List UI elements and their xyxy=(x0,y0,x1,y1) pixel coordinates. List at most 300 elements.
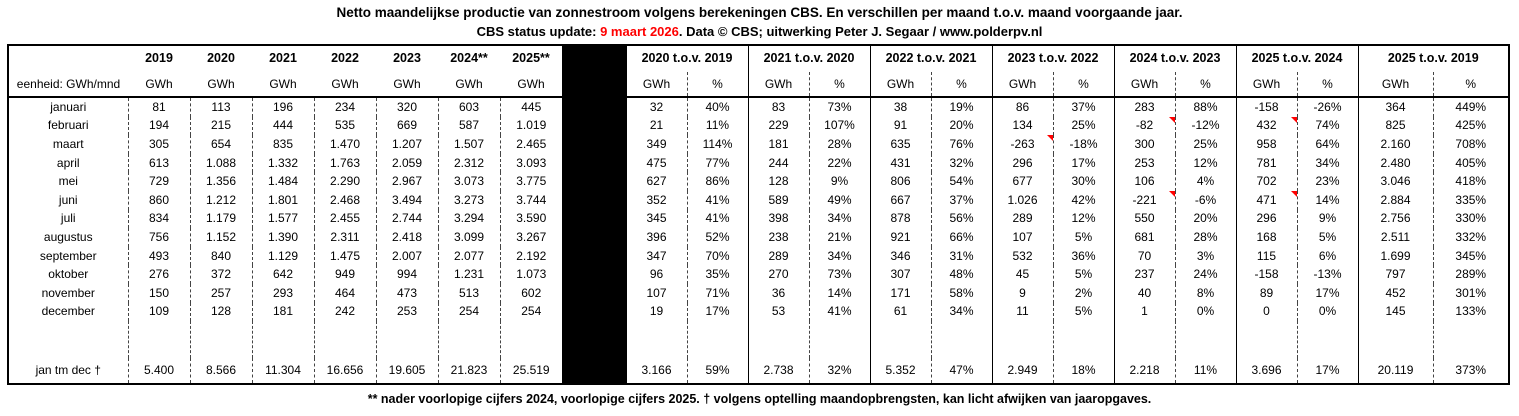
diff-gwh-cell: 253 xyxy=(1114,154,1175,173)
table-row xyxy=(8,154,1509,173)
diff-gwh-cell: 921 xyxy=(870,228,931,247)
value-cell: 2.077 xyxy=(438,247,500,266)
diff-pct-cell: 335% xyxy=(1433,191,1509,210)
diff-gwh-unit-header: GWh xyxy=(626,72,687,97)
value-cell: 1.356 xyxy=(190,172,252,191)
year-header: 2022 xyxy=(331,51,359,66)
value-cell: 587 xyxy=(438,117,500,136)
value-cell: 5.400 xyxy=(128,358,190,384)
diff-gwh-cell: 1.026 xyxy=(992,191,1053,210)
diff-gwh-cell: 91 xyxy=(870,117,931,136)
value-cell: 2.465 xyxy=(500,135,562,154)
diff-pct-cell: 2% xyxy=(1053,284,1114,303)
separator-block xyxy=(562,303,626,322)
value-cell: 8.566 xyxy=(190,358,252,384)
diff-gwh-cell: 128 xyxy=(748,172,809,191)
separator-block xyxy=(562,97,626,117)
month-label: november xyxy=(41,285,95,300)
value-cell: 254 xyxy=(500,303,562,322)
subtitle-prefix: CBS status update: xyxy=(476,24,601,39)
page-subtitle xyxy=(0,21,1519,39)
diff-gwh-cell: 681 xyxy=(1114,228,1175,247)
diff-gwh-cell: 86 xyxy=(992,97,1053,117)
diff-pct-cell: 48% xyxy=(931,265,992,284)
diff-gwh-cell: 677 xyxy=(992,172,1053,191)
year-header: 2023 xyxy=(393,51,421,66)
table-row xyxy=(8,117,1509,136)
value-cell: 642 xyxy=(252,265,314,284)
value-cell: 276 xyxy=(128,265,190,284)
status-date: 9 maart 2026 xyxy=(600,24,679,39)
diff-gwh-cell: 878 xyxy=(870,210,931,229)
diff-pct-cell: 40% xyxy=(687,97,748,117)
diff-gwh-cell: -82 xyxy=(1114,117,1175,136)
value-cell: 2.290 xyxy=(314,172,376,191)
diff-gwh-cell: 296 xyxy=(1236,210,1297,229)
value-cell: 1.763 xyxy=(314,154,376,173)
month-label: oktober xyxy=(48,267,89,282)
value-cell: 729 xyxy=(128,172,190,191)
diff-pct-cell: 59% xyxy=(687,358,748,384)
value-cell: 3.099 xyxy=(438,228,500,247)
diff-gwh-cell: 702 xyxy=(1236,172,1297,191)
month-label: december xyxy=(41,304,95,319)
diff-pct-cell: 0% xyxy=(1297,303,1358,322)
diff-gwh-cell xyxy=(748,321,809,358)
diff-gwh-cell: 11 xyxy=(992,303,1053,322)
diff-gwh-cell: 825 xyxy=(1358,117,1433,136)
diff-pct-cell: 32% xyxy=(931,154,992,173)
diff-gwh-cell xyxy=(992,321,1053,358)
value-cell: 1.088 xyxy=(190,154,252,173)
diff-pct-cell: 34% xyxy=(1297,154,1358,173)
diff-pct-cell: 73% xyxy=(809,97,870,117)
diff-gwh-cell: 550 xyxy=(1114,210,1175,229)
separator-block xyxy=(562,358,626,384)
value-cell: 2.418 xyxy=(376,228,438,247)
value-cell: 1.129 xyxy=(252,247,314,266)
value-cell: 1.470 xyxy=(314,135,376,154)
year-header: 2025** xyxy=(512,51,550,66)
diff-pct-cell: 18% xyxy=(1053,358,1114,384)
diff-gwh-cell: 532 xyxy=(992,247,1053,266)
diff-group-header: 2024 t.o.v. 2023 xyxy=(1114,45,1236,72)
diff-gwh-cell: 475 xyxy=(626,154,687,173)
value-cell: 994 xyxy=(376,265,438,284)
diff-gwh-cell: 145 xyxy=(1358,303,1433,322)
value-cell: 1.801 xyxy=(252,191,314,210)
year-header: 2019 xyxy=(145,51,173,66)
value-cell: 257 xyxy=(190,284,252,303)
value-cell: 835 xyxy=(252,135,314,154)
diff-pct-cell: 418% xyxy=(1433,172,1509,191)
value-cell: 320 xyxy=(376,97,438,117)
diff-pct-cell: 12% xyxy=(1175,154,1236,173)
diff-pct-cell xyxy=(1297,321,1358,358)
value-cell: 150 xyxy=(128,284,190,303)
diff-pct-cell: 41% xyxy=(809,303,870,322)
diff-pct-cell: 88% xyxy=(1175,97,1236,117)
diff-gwh-cell: 107 xyxy=(992,228,1053,247)
value-cell: 242 xyxy=(314,303,376,322)
diff-gwh-cell: 2.756 xyxy=(1358,210,1433,229)
value-cell: 3.744 xyxy=(500,191,562,210)
value-cell: 16.656 xyxy=(314,358,376,384)
diff-gwh-cell: 83 xyxy=(748,97,809,117)
value-cell: 444 xyxy=(252,117,314,136)
diff-gwh-cell: 238 xyxy=(748,228,809,247)
diff-gwh-cell: 797 xyxy=(1358,265,1433,284)
diff-gwh-unit-header: GWh xyxy=(748,72,809,97)
diff-gwh-cell: 346 xyxy=(870,247,931,266)
value-cell: 613 xyxy=(128,154,190,173)
value-cell: 1.484 xyxy=(252,172,314,191)
diff-pct-cell: 36% xyxy=(1053,247,1114,266)
diff-gwh-cell xyxy=(1114,321,1175,358)
diff-gwh-cell: 61 xyxy=(870,303,931,322)
diff-pct-cell: 66% xyxy=(931,228,992,247)
diff-gwh-cell: -263 xyxy=(992,135,1053,154)
year-header: 2024** xyxy=(450,51,488,66)
value-cell: 2.192 xyxy=(500,247,562,266)
diff-gwh-cell: 2.511 xyxy=(1358,228,1433,247)
footnote: ** nader voorlopige cijfers 2024, voorlopige cijfers 2025. † volgens optelling maandopbrengsten, kan licht afwijken van jaaropgaves. xyxy=(367,392,1152,407)
corner-cell xyxy=(8,45,128,72)
value-cell: 194 xyxy=(128,117,190,136)
value-cell: 128 xyxy=(190,303,252,322)
separator-block xyxy=(562,45,626,72)
comment-marker-icon xyxy=(1291,117,1297,123)
diff-pct-cell: 73% xyxy=(809,265,870,284)
diff-pct-unit-header: % xyxy=(1175,72,1236,97)
diff-gwh-cell xyxy=(1358,321,1433,358)
diff-pct-cell: 17% xyxy=(1297,284,1358,303)
table-row xyxy=(8,265,1509,284)
diff-pct-cell: 289% xyxy=(1433,265,1509,284)
value-cell: 1.152 xyxy=(190,228,252,247)
value-cell: 1.507 xyxy=(438,135,500,154)
value-cell: 3.273 xyxy=(438,191,500,210)
diff-pct-cell xyxy=(1175,321,1236,358)
table-body xyxy=(8,97,1509,384)
value-cell: 2.967 xyxy=(376,172,438,191)
value-cell: 2.455 xyxy=(314,210,376,229)
year-header: 2020 xyxy=(207,51,235,66)
diff-pct-cell: 449% xyxy=(1433,97,1509,117)
value-cell: 2.311 xyxy=(314,228,376,247)
month-label: februari xyxy=(47,118,89,133)
diff-gwh-cell: -158 xyxy=(1236,97,1297,117)
diff-gwh-cell: 2.480 xyxy=(1358,154,1433,173)
diff-gwh-cell: 106 xyxy=(1114,172,1175,191)
diff-gwh-cell: 431 xyxy=(870,154,931,173)
value-cell: 756 xyxy=(128,228,190,247)
diff-pct-cell: 25% xyxy=(1053,117,1114,136)
value-cell: 293 xyxy=(252,284,314,303)
diff-group-header: 2021 t.o.v. 2020 xyxy=(748,45,870,72)
diff-gwh-cell: 3.166 xyxy=(626,358,687,384)
month-label: augustus xyxy=(43,229,93,244)
diff-pct-unit-header: % xyxy=(1297,72,1358,97)
table-row xyxy=(8,247,1509,266)
diff-gwh-cell: 352 xyxy=(626,191,687,210)
value-cell: 3.073 xyxy=(438,172,500,191)
table-row xyxy=(8,358,1509,384)
value-cell xyxy=(252,321,314,358)
value-cell: 2.059 xyxy=(376,154,438,173)
year-unit-header: GWh xyxy=(190,72,252,97)
year-unit-header: GWh xyxy=(376,72,438,97)
diff-gwh-cell: 229 xyxy=(748,117,809,136)
separator-block xyxy=(562,284,626,303)
value-cell: 602 xyxy=(500,284,562,303)
year-unit-header: GWh xyxy=(128,72,190,97)
diff-pct-cell xyxy=(809,321,870,358)
diff-gwh-cell: 3.046 xyxy=(1358,172,1433,191)
diff-pct-cell: 9% xyxy=(809,172,870,191)
diff-gwh-cell: 115 xyxy=(1236,247,1297,266)
diff-gwh-cell: 96 xyxy=(626,265,687,284)
diff-gwh-cell: 2.160 xyxy=(1358,135,1433,154)
diff-pct-cell: 14% xyxy=(1297,191,1358,210)
table-row xyxy=(8,191,1509,210)
table-row xyxy=(8,284,1509,303)
value-cell xyxy=(500,321,562,358)
diff-pct-cell: 332% xyxy=(1433,228,1509,247)
value-cell: 305 xyxy=(128,135,190,154)
year-header: 2021 xyxy=(269,51,297,66)
diff-gwh-cell: 38 xyxy=(870,97,931,117)
diff-gwh-cell: -221 xyxy=(1114,191,1175,210)
month-label: jan tm dec † xyxy=(35,363,101,378)
diff-gwh-cell: 347 xyxy=(626,247,687,266)
diff-pct-cell: 24% xyxy=(1175,265,1236,284)
diff-gwh-cell: 53 xyxy=(748,303,809,322)
separator-block xyxy=(562,191,626,210)
diff-pct-cell: 5% xyxy=(1053,228,1114,247)
production-table xyxy=(7,44,1510,385)
value-cell: 21.823 xyxy=(438,358,500,384)
diff-gwh-cell: 3.696 xyxy=(1236,358,1297,384)
separator-block xyxy=(562,117,626,136)
table-row xyxy=(8,303,1509,322)
month-label: juli xyxy=(60,211,76,226)
value-cell: 493 xyxy=(128,247,190,266)
diff-gwh-unit-header: GWh xyxy=(1114,72,1175,97)
value-cell: 215 xyxy=(190,117,252,136)
diff-gwh-cell xyxy=(870,321,931,358)
diff-pct-cell: 19% xyxy=(931,97,992,117)
diff-gwh-cell: 244 xyxy=(748,154,809,173)
month-label: april xyxy=(56,155,80,170)
diff-pct-cell xyxy=(687,321,748,358)
diff-pct-cell: 17% xyxy=(1053,154,1114,173)
diff-pct-cell: -26% xyxy=(1297,97,1358,117)
diff-pct-cell: 133% xyxy=(1433,303,1509,322)
subtitle-suffix: . Data © CBS; uitwerking Peter J. Segaar / www.polderpv.nl xyxy=(678,24,1043,39)
value-cell: 669 xyxy=(376,117,438,136)
value-cell: 949 xyxy=(314,265,376,284)
value-cell: 2.744 xyxy=(376,210,438,229)
diff-gwh-cell: 667 xyxy=(870,191,931,210)
diff-gwh-cell: 2.884 xyxy=(1358,191,1433,210)
diff-group-header: 2022 t.o.v. 2021 xyxy=(870,45,992,72)
year-unit-header: GWh xyxy=(252,72,314,97)
value-cell: 181 xyxy=(252,303,314,322)
diff-pct-unit-header: % xyxy=(931,72,992,97)
diff-gwh-cell: 432 xyxy=(1236,117,1297,136)
diff-gwh-cell: 471 xyxy=(1236,191,1297,210)
diff-gwh-cell: 345 xyxy=(626,210,687,229)
diff-pct-cell: 14% xyxy=(809,284,870,303)
table-row xyxy=(8,97,1509,117)
diff-gwh-cell: 1.699 xyxy=(1358,247,1433,266)
diff-pct-cell: 22% xyxy=(809,154,870,173)
year-unit-header: GWh xyxy=(500,72,562,97)
value-cell: 234 xyxy=(314,97,376,117)
diff-pct-cell: 11% xyxy=(687,117,748,136)
diff-gwh-cell: 283 xyxy=(1114,97,1175,117)
diff-pct-cell: 17% xyxy=(687,303,748,322)
diff-pct-cell: 77% xyxy=(687,154,748,173)
value-cell: 1.577 xyxy=(252,210,314,229)
value-cell: 2.468 xyxy=(314,191,376,210)
diff-pct-cell xyxy=(931,321,992,358)
month-label: juni xyxy=(58,192,78,207)
diff-pct-cell: 5% xyxy=(1053,303,1114,322)
table-row xyxy=(8,172,1509,191)
diff-pct-cell: 5% xyxy=(1053,265,1114,284)
separator-block xyxy=(562,265,626,284)
diff-pct-unit-header: % xyxy=(687,72,748,97)
diff-gwh-cell: 20.119 xyxy=(1358,358,1433,384)
comment-marker-icon xyxy=(1047,135,1053,141)
diff-gwh-cell: 9 xyxy=(992,284,1053,303)
separator-block xyxy=(562,154,626,173)
diff-gwh-cell: 396 xyxy=(626,228,687,247)
value-cell: 1.019 xyxy=(500,117,562,136)
value-cell: 1.073 xyxy=(500,265,562,284)
diff-gwh-cell: 0 xyxy=(1236,303,1297,322)
month-label: maart xyxy=(52,136,84,151)
diff-gwh-unit-header: GWh xyxy=(1236,72,1297,97)
diff-pct-cell: 42% xyxy=(1053,191,1114,210)
diff-pct-cell: 345% xyxy=(1433,247,1509,266)
diff-pct-cell: 3% xyxy=(1175,247,1236,266)
value-cell: 372 xyxy=(190,265,252,284)
value-cell xyxy=(190,321,252,358)
table-row xyxy=(8,321,1509,358)
comment-marker-icon xyxy=(1169,191,1175,197)
diff-gwh-cell: 289 xyxy=(748,247,809,266)
diff-pct-cell: 74% xyxy=(1297,117,1358,136)
separator-block xyxy=(562,321,626,358)
value-cell: 445 xyxy=(500,97,562,117)
diff-gwh-cell: 1 xyxy=(1114,303,1175,322)
value-cell: 2.312 xyxy=(438,154,500,173)
table-row xyxy=(8,135,1509,154)
value-cell: 3.294 xyxy=(438,210,500,229)
diff-gwh-cell: 300 xyxy=(1114,135,1175,154)
diff-pct-cell: 47% xyxy=(931,358,992,384)
diff-pct-cell: 54% xyxy=(931,172,992,191)
value-cell: 3.093 xyxy=(500,154,562,173)
year-unit-header: GWh xyxy=(438,72,500,97)
diff-gwh-cell: 171 xyxy=(870,284,931,303)
diff-gwh-cell xyxy=(1236,321,1297,358)
value-cell xyxy=(376,321,438,358)
diff-gwh-cell: 40 xyxy=(1114,284,1175,303)
value-cell: 2.007 xyxy=(376,247,438,266)
page-title: Netto maandelijkse productie van zonnestroom volgens berekeningen CBS. En verschillen per maand t.o.v. maand voorgaande jaar. xyxy=(336,5,1183,20)
diff-pct-cell: 64% xyxy=(1297,135,1358,154)
diff-gwh-cell: 89 xyxy=(1236,284,1297,303)
diff-pct-cell: 58% xyxy=(931,284,992,303)
value-cell: 513 xyxy=(438,284,500,303)
value-cell: 254 xyxy=(438,303,500,322)
diff-gwh-cell: 627 xyxy=(626,172,687,191)
diff-pct-cell: 37% xyxy=(1053,97,1114,117)
diff-gwh-cell: 349 xyxy=(626,135,687,154)
value-cell: 81 xyxy=(128,97,190,117)
value-cell: 1.390 xyxy=(252,228,314,247)
value-cell: 3.494 xyxy=(376,191,438,210)
value-cell: 834 xyxy=(128,210,190,229)
diff-pct-cell: 11% xyxy=(1175,358,1236,384)
value-cell: 654 xyxy=(190,135,252,154)
diff-pct-cell: 41% xyxy=(687,191,748,210)
value-cell xyxy=(438,321,500,358)
value-cell: 840 xyxy=(190,247,252,266)
diff-pct-cell: 425% xyxy=(1433,117,1509,136)
value-cell xyxy=(128,321,190,358)
diff-pct-cell: 405% xyxy=(1433,154,1509,173)
diff-group-header: 2020 t.o.v. 2019 xyxy=(626,45,748,72)
diff-pct-cell: 49% xyxy=(809,191,870,210)
diff-pct-cell: 114% xyxy=(687,135,748,154)
diff-gwh-cell: 781 xyxy=(1236,154,1297,173)
diff-pct-cell: 31% xyxy=(931,247,992,266)
diff-gwh-cell: 168 xyxy=(1236,228,1297,247)
diff-pct-cell: 21% xyxy=(809,228,870,247)
month-label xyxy=(8,321,128,358)
diff-pct-cell: 34% xyxy=(809,210,870,229)
diff-gwh-cell: 5.352 xyxy=(870,358,931,384)
value-cell: 860 xyxy=(128,191,190,210)
diff-gwh-cell: 806 xyxy=(870,172,931,191)
diff-pct-cell: -6% xyxy=(1175,191,1236,210)
diff-gwh-cell xyxy=(626,321,687,358)
diff-pct-cell: 12% xyxy=(1053,210,1114,229)
diff-pct-cell: 20% xyxy=(1175,210,1236,229)
value-cell: 19.605 xyxy=(376,358,438,384)
diff-gwh-cell: 107 xyxy=(626,284,687,303)
diff-gwh-cell: 452 xyxy=(1358,284,1433,303)
diff-pct-cell: 20% xyxy=(931,117,992,136)
diff-pct-cell: 37% xyxy=(931,191,992,210)
diff-gwh-cell: 70 xyxy=(1114,247,1175,266)
diff-pct-cell: 373% xyxy=(1433,358,1509,384)
diff-pct-cell: 32% xyxy=(809,358,870,384)
diff-pct-cell: 8% xyxy=(1175,284,1236,303)
diff-pct-cell: 6% xyxy=(1297,247,1358,266)
value-cell: 1.332 xyxy=(252,154,314,173)
value-cell: 25.519 xyxy=(500,358,562,384)
diff-pct-cell: 86% xyxy=(687,172,748,191)
diff-pct-cell: 0% xyxy=(1175,303,1236,322)
diff-pct-cell: 34% xyxy=(931,303,992,322)
value-cell: 473 xyxy=(376,284,438,303)
